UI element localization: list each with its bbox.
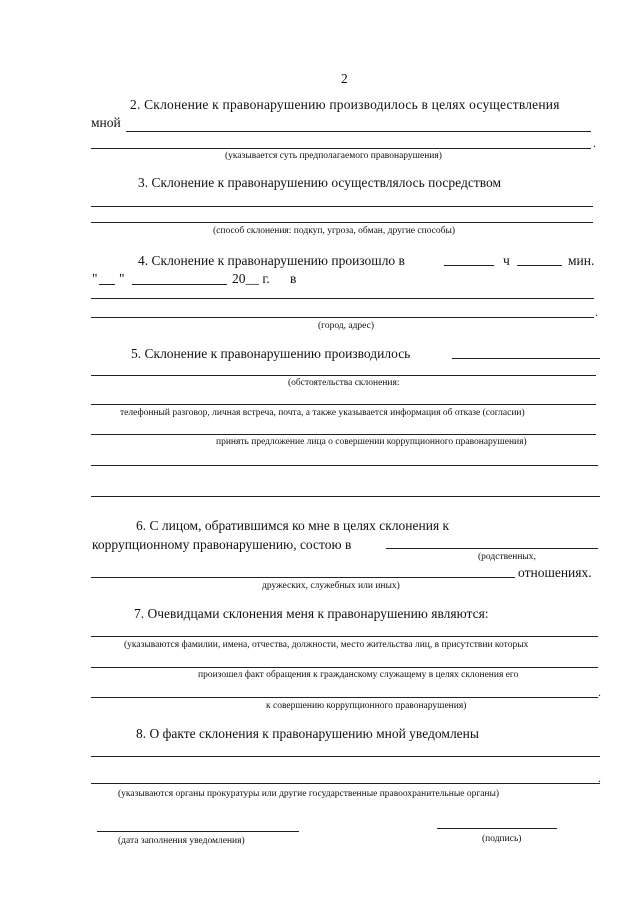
section-8-period: . [598,771,601,785]
date-line[interactable] [97,831,299,832]
page-number: 2 [341,71,348,86]
section-7-caption-3: к совершению коррупционного правонарушения) [266,701,467,711]
section-5-line-5[interactable] [91,496,600,497]
section-4-year: 20__ г. [232,271,270,286]
section-4-line-2[interactable] [91,317,594,318]
section-5-caption-1: (обстоятельства склонения: [288,378,400,388]
section-5-caption-3: принять предложение лица о совершении коррупционного правонарушения) [216,437,527,447]
section-3-line-2[interactable] [91,222,593,223]
section-4-in: в [290,271,297,286]
section-7-line-3[interactable] [91,697,598,698]
section-8-caption: (указываются органы прокуратуры или другие государственные правоохранительные органы) [118,789,500,799]
section-8-heading: 8. О факте склонения к правонарушению мной уведомлены [136,726,479,741]
section-4-month-line[interactable] [132,284,227,285]
section-6-caption-2: дружеских, служебных или иных) [262,581,400,591]
section-6-line-2: коррупционному правонарушению, состою в [92,537,352,552]
section-4-hours-label: ч [503,253,510,268]
section-4-minutes-line[interactable] [517,265,562,266]
section-4-caption: (город, адрес) [318,321,375,331]
section-5-line-2[interactable] [91,404,596,405]
section-5-line-1[interactable] [91,375,596,376]
section-6-line-1: 6. С лицом, обратившимся ко мне в целях склонения к [136,518,450,533]
section-7-heading: 7. Очевидцами склонения меня к правонарушению являются: [134,606,489,621]
section-7-line-1[interactable] [91,636,598,637]
section-7-caption-1: (указываются фамилии, имена, отчества, должности, место жительства лиц, в присутствии которых [124,640,529,650]
section-5-line-4[interactable] [91,465,598,466]
section-7-caption-2: произошел факт обращения к гражданскому служащему в целях склонения его [198,670,519,680]
section-4-day-line[interactable] [99,284,115,285]
section-6-line-3[interactable] [91,577,515,578]
section-6-ending: отношениях. [518,565,592,580]
section-7-period: . [598,685,601,699]
section-4-hours-line[interactable] [444,265,494,266]
section-4-heading: 4. Склонение к правонарушению произошло в [138,253,405,268]
section-7-line-2[interactable] [91,667,598,668]
section-4-quote-open: " [92,271,98,286]
section-2-line-2[interactable] [91,148,591,149]
section-4-quote-close: " [119,271,125,286]
section-2-line-1[interactable] [126,131,591,132]
section-4-minutes-label: мин. [568,253,595,268]
section-8-line-2[interactable] [91,783,600,784]
section-3-line-1[interactable] [91,206,593,207]
signature-caption: (подпись) [482,834,522,844]
section-3-caption: (способ склонения: подкуп, угроза, обман, другие способы) [213,226,456,236]
section-8-line-1[interactable] [91,756,600,757]
date-caption: (дата заполнения уведомления) [118,836,245,846]
section-5-line-0[interactable] [452,358,600,359]
section-4-period: . [595,305,598,319]
section-2-lead: мной [91,115,121,130]
section-2-caption: (указывается суть предполагаемого правонарушения) [225,151,442,161]
section-5-line-3[interactable] [91,434,596,435]
signature-line[interactable] [437,828,557,829]
section-2-period: . [593,136,596,150]
section-3-heading: 3. Склонение к правонарушению осуществлялось посредством [138,175,502,190]
section-6-relation-line[interactable] [386,548,598,549]
section-6-caption-right: (родственных, [478,552,536,562]
section-5-heading: 5. Склонение к правонарушению производилось [131,346,411,361]
section-4-line-1[interactable] [91,298,594,299]
section-5-caption-2: телефонный разговор, личная встреча, почта, а также указывается информация об отказе (согласии) [120,408,525,418]
section-2-heading: 2. Склонение к правонарушению производилось в целях осуществления [130,97,560,112]
